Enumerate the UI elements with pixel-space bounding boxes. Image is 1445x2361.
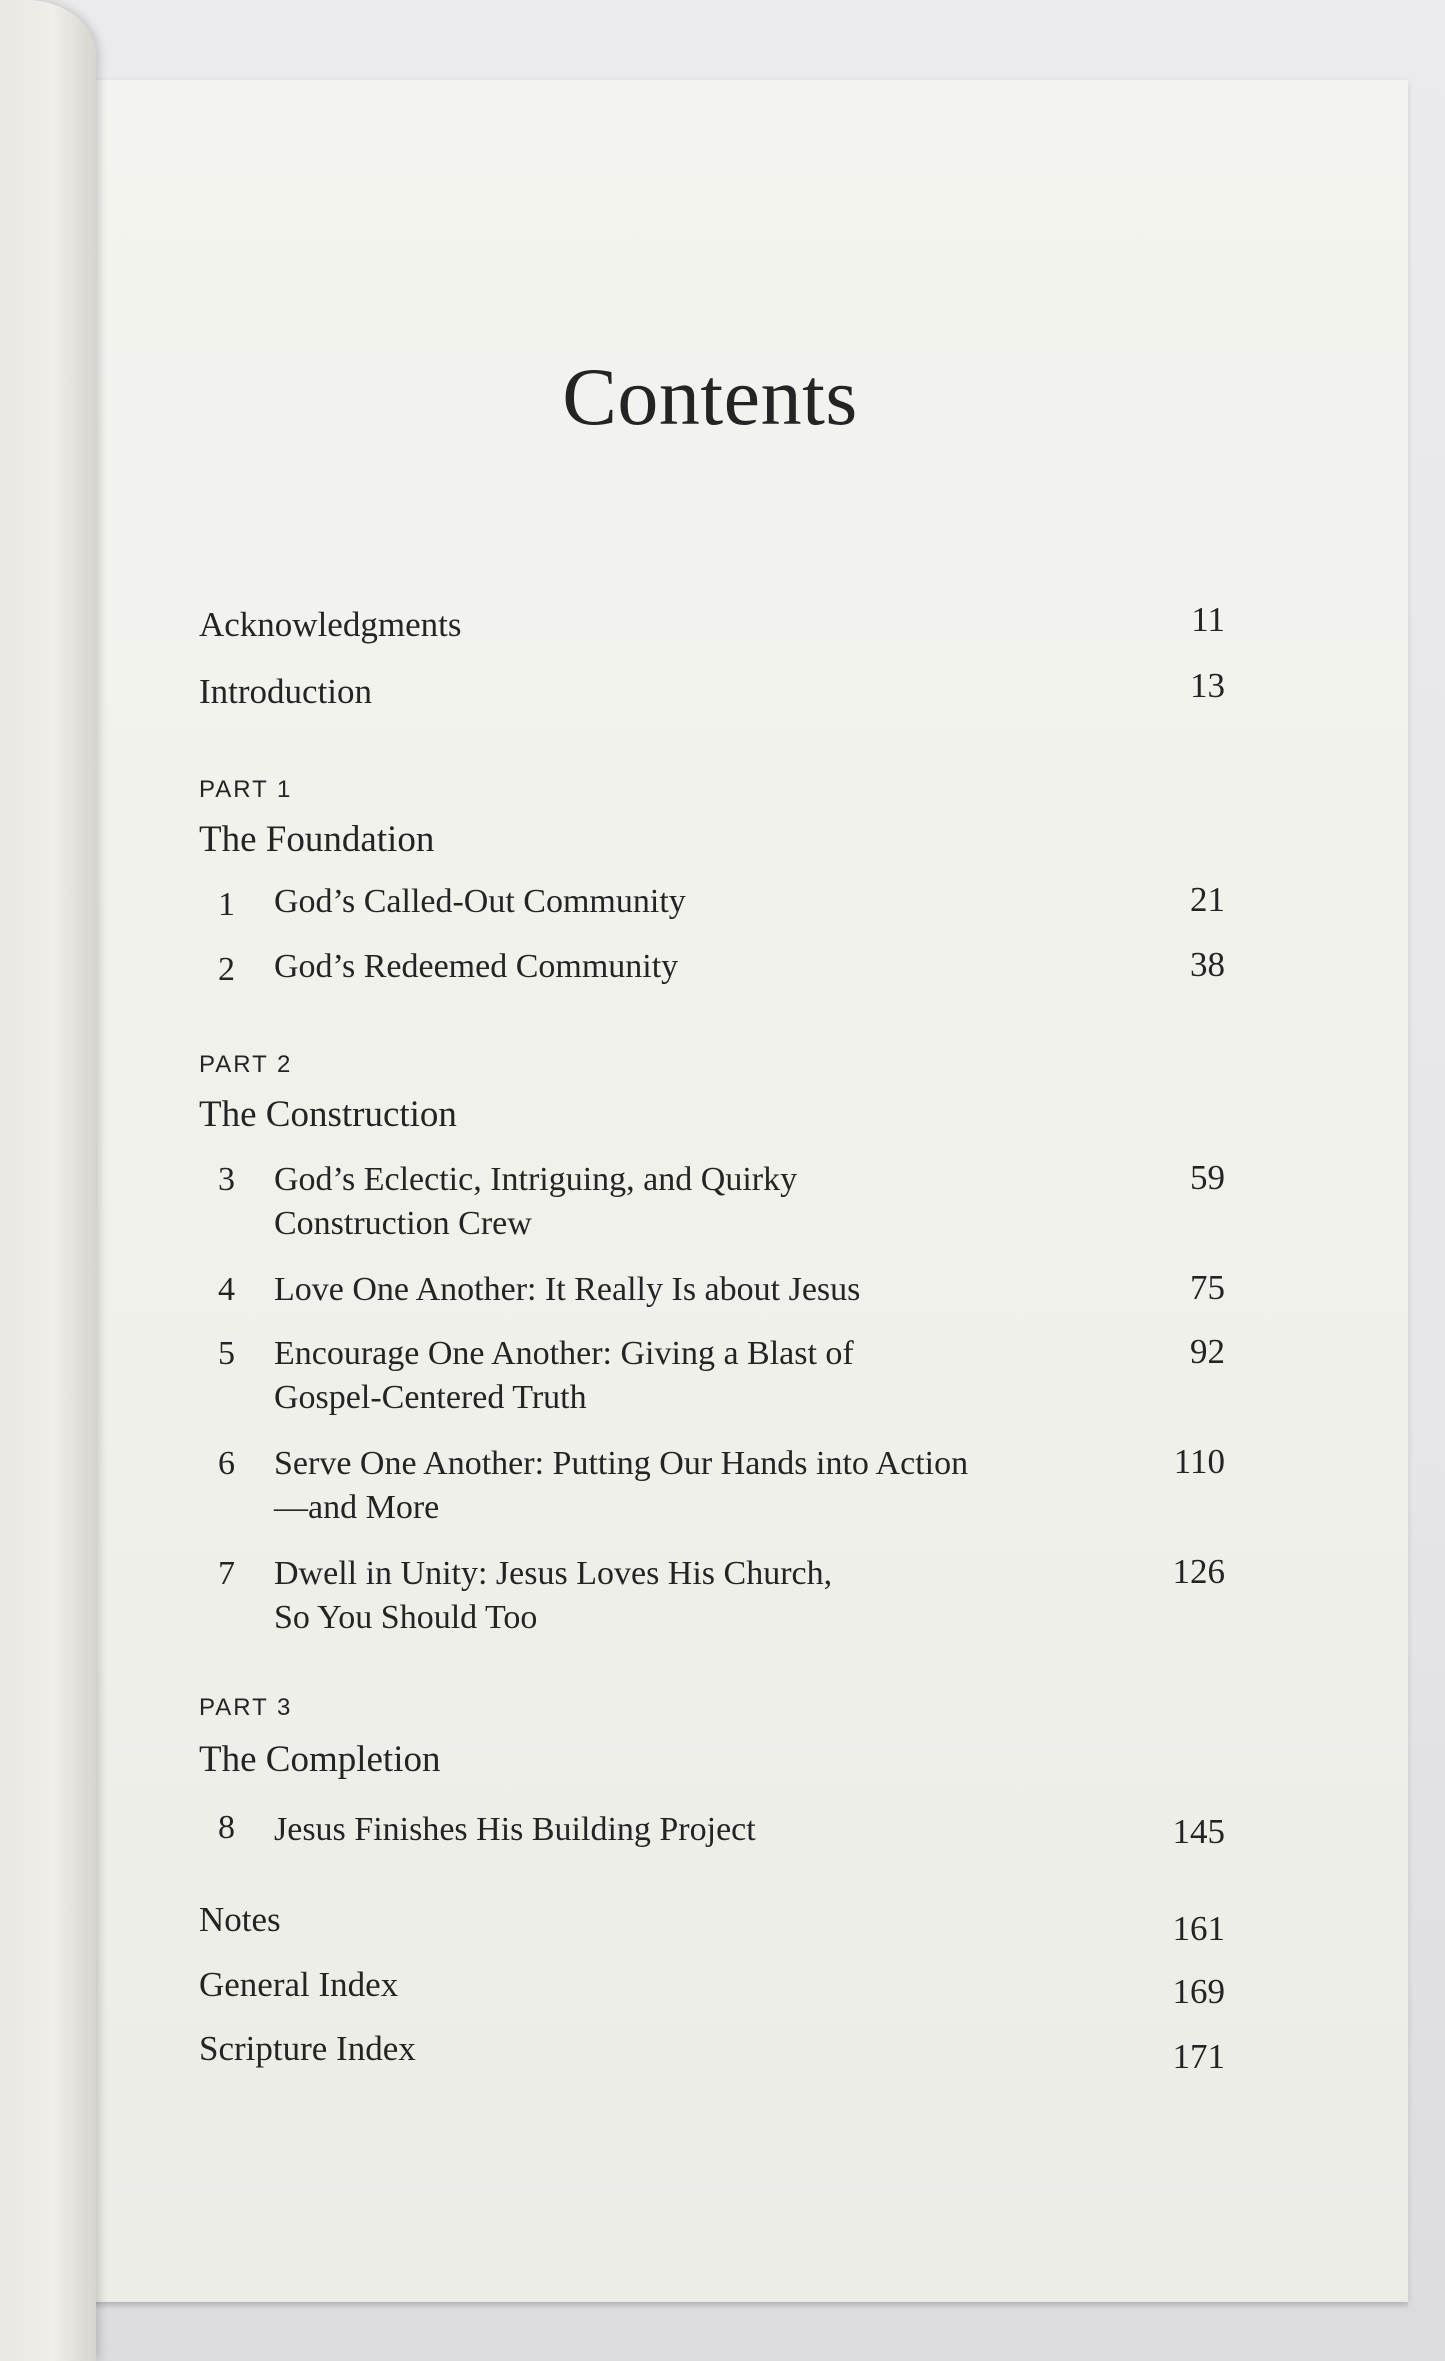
chapter-3-title-line2: Construction Crew bbox=[274, 1205, 532, 1242]
chapter-7-title-line2: So You Should Too bbox=[274, 1599, 538, 1636]
page-title: Contents bbox=[562, 351, 858, 442]
toc-entry-introduction: Introduction bbox=[199, 672, 373, 711]
chapter-6-number: 6 bbox=[218, 1445, 235, 1482]
toc-page-notes: 161 bbox=[1172, 1909, 1225, 1948]
chapter-5-title-line2: Gospel-Centered Truth bbox=[274, 1379, 587, 1416]
chapter-7-number: 7 bbox=[218, 1555, 235, 1592]
chapter-4-number: 4 bbox=[218, 1271, 235, 1308]
chapter-1-page: 21 bbox=[1190, 880, 1225, 919]
toc-entry-general-index: General Index bbox=[199, 1965, 399, 2004]
chapter-4-title: Love One Another: It Really Is about Jesus bbox=[274, 1271, 861, 1308]
chapter-7-page: 126 bbox=[1172, 1552, 1225, 1591]
chapter-2-title: God’s Redeemed Community bbox=[274, 948, 679, 985]
chapter-2-page: 38 bbox=[1190, 945, 1225, 984]
chapter-3-title-line1: God’s Eclectic, Intriguing, and Quirky bbox=[274, 1161, 798, 1198]
left-page-edge bbox=[0, 0, 96, 2361]
toc-entry-scripture-index: Scripture Index bbox=[199, 2029, 416, 2068]
chapter-5-title bbox=[274, 1332, 1114, 1420]
chapter-6-page: 110 bbox=[1173, 1442, 1225, 1481]
chapter-1-title: God’s Called-Out Community bbox=[274, 883, 686, 920]
chapter-3-page: 59 bbox=[1190, 1158, 1225, 1197]
toc-entry-acknowledgments: Acknowledgments bbox=[199, 605, 462, 644]
toc-page-general-index: 169 bbox=[1172, 1972, 1225, 2011]
chapter-5-title-line1: Encourage One Another: Giving a Blast of bbox=[274, 1335, 854, 1372]
toc-page-scripture-index: 171 bbox=[1172, 2037, 1225, 2076]
toc-page-introduction: 13 bbox=[1190, 666, 1225, 705]
chapter-5-number: 5 bbox=[218, 1335, 235, 1372]
chapter-8-page: 145 bbox=[1172, 1812, 1225, 1851]
part-1-title: The Foundation bbox=[199, 819, 435, 860]
chapter-4-page: 75 bbox=[1190, 1268, 1225, 1307]
chapter-7-title-line1: Dwell in Unity: Jesus Loves His Church, bbox=[274, 1555, 833, 1592]
chapter-3-title bbox=[274, 1158, 1114, 1246]
part-2-title: The Construction bbox=[199, 1094, 457, 1135]
part-3-title: The Completion bbox=[199, 1739, 441, 1780]
chapter-5-page: 92 bbox=[1190, 1332, 1225, 1371]
chapter-6-title-line2: —and More bbox=[274, 1489, 440, 1526]
chapter-6-title bbox=[274, 1442, 1114, 1530]
chapter-1-number: 1 bbox=[218, 886, 235, 923]
toc-page-acknowledgments: 11 bbox=[1191, 600, 1225, 639]
chapter-8-title: Jesus Finishes His Building Project bbox=[274, 1811, 756, 1848]
toc-entry-notes: Notes bbox=[199, 1900, 281, 1939]
chapter-6-title-line1: Serve One Another: Putting Our Hands into Action bbox=[274, 1445, 969, 1482]
chapter-3-number: 3 bbox=[218, 1161, 235, 1198]
chapter-7-title bbox=[274, 1552, 1114, 1640]
chapter-2-number: 2 bbox=[218, 951, 235, 988]
chapter-8-number: 8 bbox=[218, 1809, 235, 1846]
part-1-label: PART 1 bbox=[199, 776, 293, 803]
part-3-label: PART 3 bbox=[199, 1694, 293, 1721]
part-2-label: PART 2 bbox=[199, 1051, 293, 1078]
